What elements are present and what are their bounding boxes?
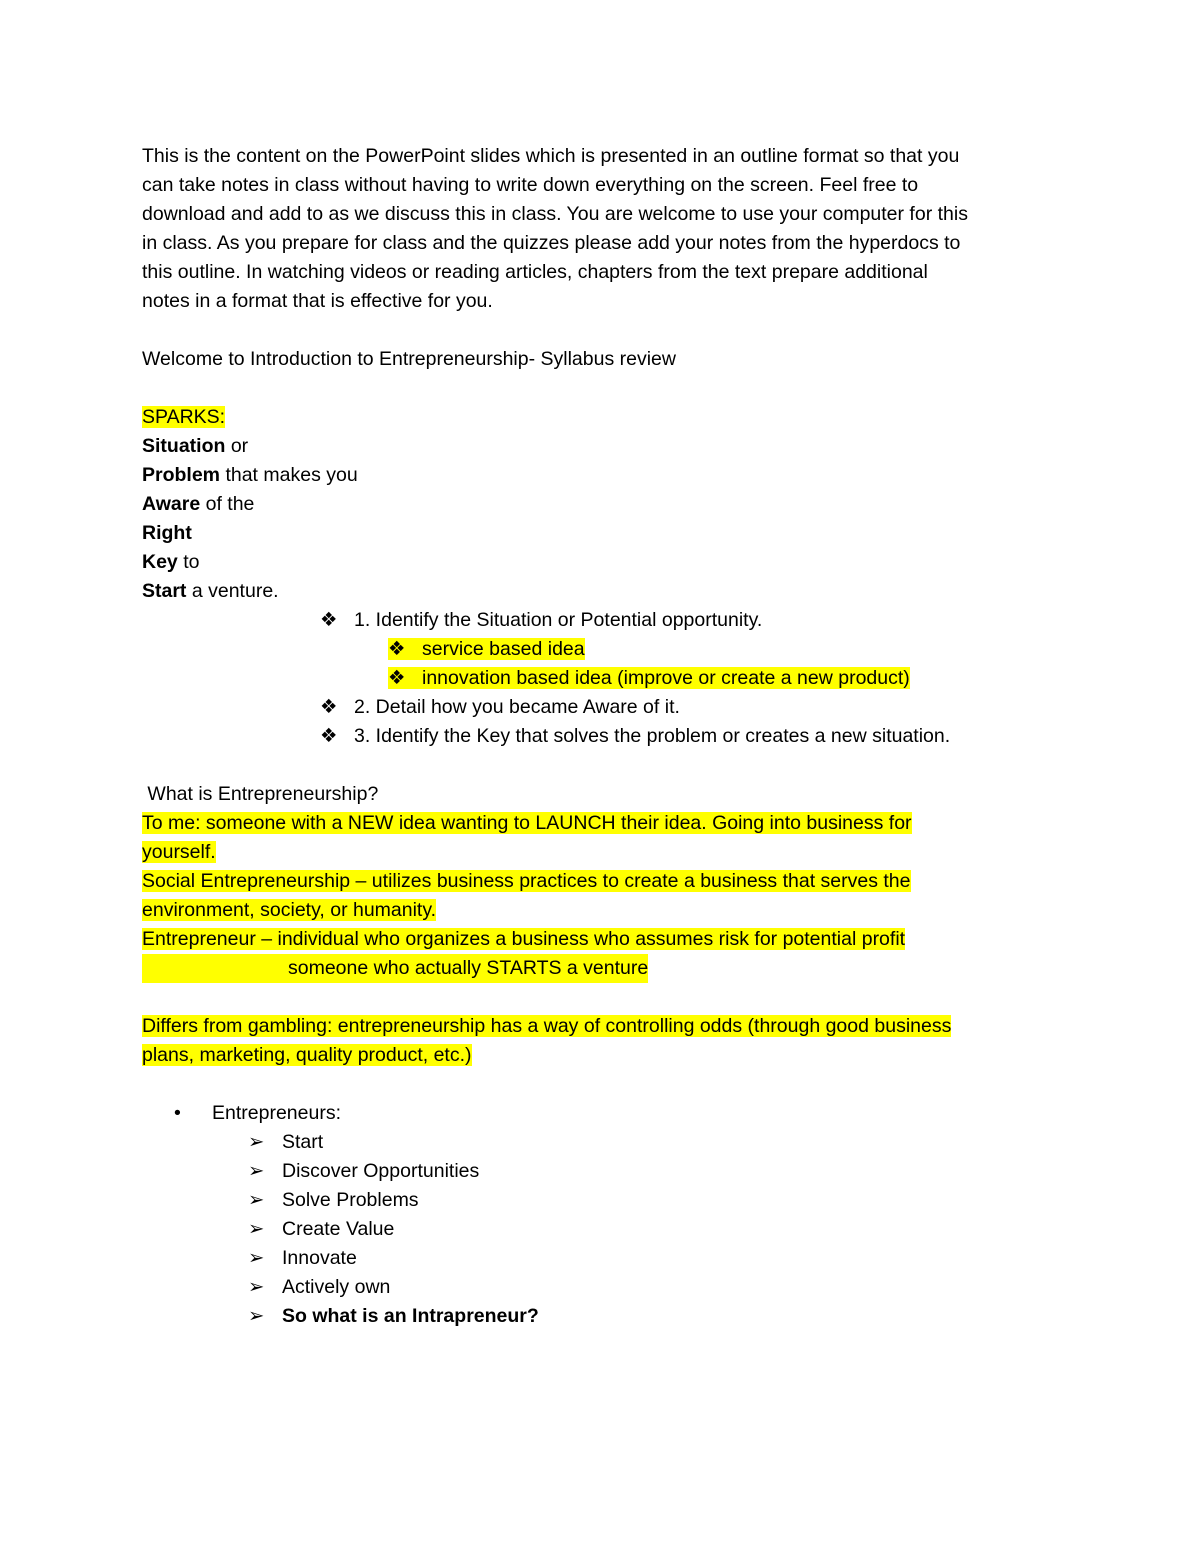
sparks-step [142,606,1062,635]
welcome-heading: Welcome to Introduction to Entrepreneurship- Syllabus review [142,348,676,370]
entrepreneur-item-text: Solve Problems [282,1189,419,1211]
intro-line: in class. As you prepare for class and the quizzes please add your notes from the hyperdocs to [142,232,961,254]
definition-text: yourself. [142,841,216,863]
gambling-line [142,1041,1062,1070]
definition-text: Social Entrepreneurship – utilizes business practices to create a business that serves the [142,870,911,892]
entrepreneur-item [142,1157,1062,1186]
definition-line [142,925,1062,954]
question-text: What is Entrepreneurship? [142,783,379,805]
step-text: 2. Detail how you became Aware of it. [354,696,680,718]
definition-text: Entrepreneur – individual who organizes a business who assumes risk for potential profit [142,928,906,950]
arrow-bullet-icon: ➢ [248,1160,265,1182]
sparks-keyword: Situation [142,435,226,457]
intrapreneur-question [142,1302,1062,1331]
entrepreneur-item-text: Create Value [282,1218,395,1240]
definition-text: environment, society, or humanity. [142,899,437,921]
definition-text: someone who actually STARTS a venture [142,954,648,983]
intro-line: this outline. In watching videos or reading articles, chapters from the text prepare additional [142,261,928,283]
sparks-heading: SPARKS: [142,406,226,428]
diamond-bullet-icon: ❖ [320,696,338,718]
gambling-line [142,1012,1062,1041]
sparks-step [142,722,1062,751]
sparks-substep [142,664,1062,693]
entrepreneur-item-text: Discover Opportunities [282,1160,480,1182]
arrow-bullet-icon: ➢ [248,1131,265,1153]
definition-question [142,780,1062,809]
entrepreneur-item [142,1186,1062,1215]
arrow-bullet-icon: ➢ [248,1189,265,1211]
entrepreneur-item [142,1128,1062,1157]
arrow-bullet-icon: ➢ [248,1305,265,1327]
entrepreneurs-label: Entrepreneurs: [212,1102,341,1124]
intrapreneur-text: So what is an Intrapreneur? [282,1305,539,1327]
diamond-bullet-icon: ❖ [320,725,338,747]
gambling-text: Differs from gambling: entrepreneurship has a way of controlling odds (through good business [142,1015,952,1037]
intro-line: download and add to as we discuss this in class. You are welcome to use your computer for this [142,203,968,225]
sparks-section [142,403,1062,432]
diamond-bullet-icon: ❖ [388,638,406,660]
sparks-rest: a venture. [186,580,279,602]
sparks-keyword: Aware [142,493,201,515]
document-body [142,142,1062,1331]
entrepreneur-item [142,1273,1062,1302]
sparks-keyword: Right [142,522,192,544]
sparks-row [142,519,1062,548]
entrepreneurs-heading [142,1099,1062,1128]
arrow-bullet-icon: ➢ [248,1276,265,1298]
substep-text: service based idea [422,638,585,660]
intro-line: notes in a format that is effective for you. [142,290,493,312]
arrow-bullet-icon: ➢ [248,1218,265,1240]
bullet-dot-icon: • [174,1102,181,1124]
sparks-step [142,693,1062,722]
definition-line [142,867,1062,896]
sparks-row [142,548,1062,577]
intro-line: This is the content on the PowerPoint slides which is presented in an outline format so that you [142,145,960,167]
entrepreneur-item [142,1244,1062,1273]
definition-line [142,954,1062,983]
intro-line: can take notes in class without having to write down everything on the screen. Feel free to [142,174,919,196]
definition-line [142,896,1062,925]
sparks-rest: of the [200,493,255,515]
definition-text: To me: someone with a NEW idea wanting to LAUNCH their idea. Going into business for [142,812,912,834]
sparks-substep [142,635,1062,664]
sparks-rest: or [225,435,249,457]
sparks-keyword: Start [142,580,187,602]
sparks-keyword: Key [142,551,178,573]
diamond-bullet-icon: ❖ [388,667,406,689]
substep-text: innovation based idea (improve or create a new product) [422,667,910,689]
entrepreneur-item-text: Start [282,1131,324,1153]
diamond-bullet-icon: ❖ [320,609,338,631]
intro-paragraph [142,142,1062,316]
gambling-text: plans, marketing, quality product, etc.) [142,1044,472,1066]
sparks-rest: to [177,551,200,573]
entrepreneur-item [142,1215,1062,1244]
entrepreneur-item-text: Innovate [282,1247,357,1269]
arrow-bullet-icon: ➢ [248,1247,265,1269]
sparks-row [142,577,1062,606]
sparks-row [142,490,1062,519]
sparks-keyword: Problem [142,464,221,486]
entrepreneur-item-text: Actively own [282,1276,391,1298]
definition-line [142,809,1062,838]
sparks-rest: that makes you [220,464,358,486]
step-text: 1. Identify the Situation or Potential opportunity. [354,609,763,631]
definition-line [142,838,1062,867]
sparks-row [142,432,1062,461]
sparks-row [142,461,1062,490]
step-text: 3. Identify the Key that solves the problem or creates a new situation. [354,725,951,747]
